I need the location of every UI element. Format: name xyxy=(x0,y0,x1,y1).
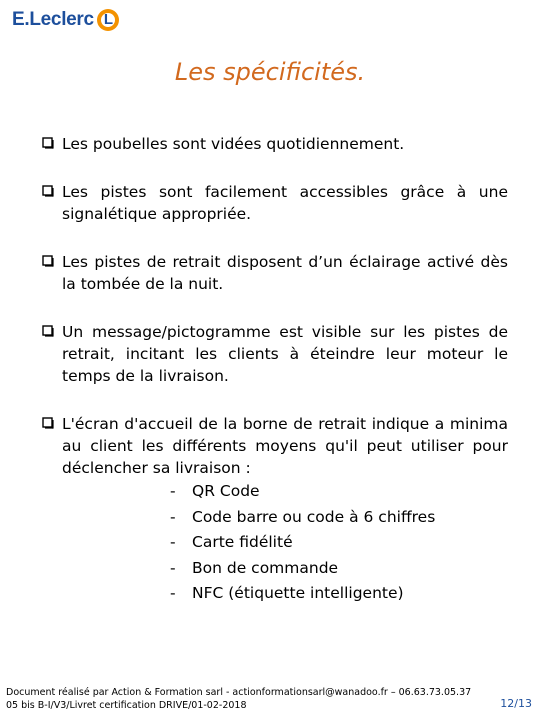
footer-line-2: 05 bis B-I/V3/Livret certification DRIVE/01-02-2018 xyxy=(6,700,247,711)
sub-list-item xyxy=(62,505,508,531)
bullet-item xyxy=(42,321,508,387)
dash-marker: - xyxy=(170,507,176,526)
footer xyxy=(6,686,496,712)
checkbox-bullet-icon xyxy=(42,255,54,267)
leclerc-logo-icon xyxy=(97,9,119,31)
dash-marker: - xyxy=(170,558,176,577)
bullet-item xyxy=(42,181,508,225)
bullet-item xyxy=(42,413,508,607)
sub-item-text: Carte fidélité xyxy=(192,533,293,551)
bullet-text: Les pistes de retrait disposent d’un éclairage activé dès la tombée de la nuit. xyxy=(62,253,508,293)
checkbox-bullet-icon xyxy=(42,137,54,149)
sub-list-item xyxy=(62,581,508,607)
sub-item-text: QR Code xyxy=(192,482,260,500)
page-number: 12/13 xyxy=(500,697,532,710)
dash-marker: - xyxy=(170,482,176,500)
bullet-text: Les pistes sont facilement accessibles grâce à une signalétique appropriée. xyxy=(62,183,508,223)
dash-marker: - xyxy=(170,533,176,551)
bullet-text: Les poubelles sont vidées quotidiennement. xyxy=(62,135,405,153)
sub-list-item xyxy=(62,530,508,556)
checkbox-bullet-icon xyxy=(42,185,54,197)
bullet-item xyxy=(42,133,508,155)
page-title: Les spécificités. xyxy=(174,58,366,86)
bullet-item xyxy=(42,251,508,295)
sub-item-text: Code barre ou code à 6 chiffres xyxy=(192,507,436,526)
bullet-text: L'écran d'accueil de la borne de retrait indique a minima au client les différents moyens qu'il peut utiliser pour déclencher sa livraison : xyxy=(62,415,508,477)
sub-list-item xyxy=(62,556,508,582)
sub-list xyxy=(62,479,508,607)
footer-line-1: Document réalisé par Action & Formation sarl - actionformationsarl@wanadoo.fr – 06.63.73.05.37 xyxy=(6,687,472,698)
logo-text: E.Leclerc xyxy=(12,9,94,30)
leclerc-logo xyxy=(12,6,119,34)
dash-marker: - xyxy=(170,584,176,602)
bullet-text: Un message/pictogramme est visible sur les pistes de retrait, incitant les clients à éteindre leur moteur le temps de la livraison. xyxy=(62,323,508,385)
checkbox-bullet-icon xyxy=(42,417,54,429)
sub-list-item xyxy=(62,479,508,505)
checkbox-bullet-icon xyxy=(42,325,54,337)
sub-item-text: Bon de commande xyxy=(192,558,339,577)
bullet-list xyxy=(42,133,508,607)
sub-item-text: NFC (étiquette intelligente) xyxy=(192,584,404,602)
